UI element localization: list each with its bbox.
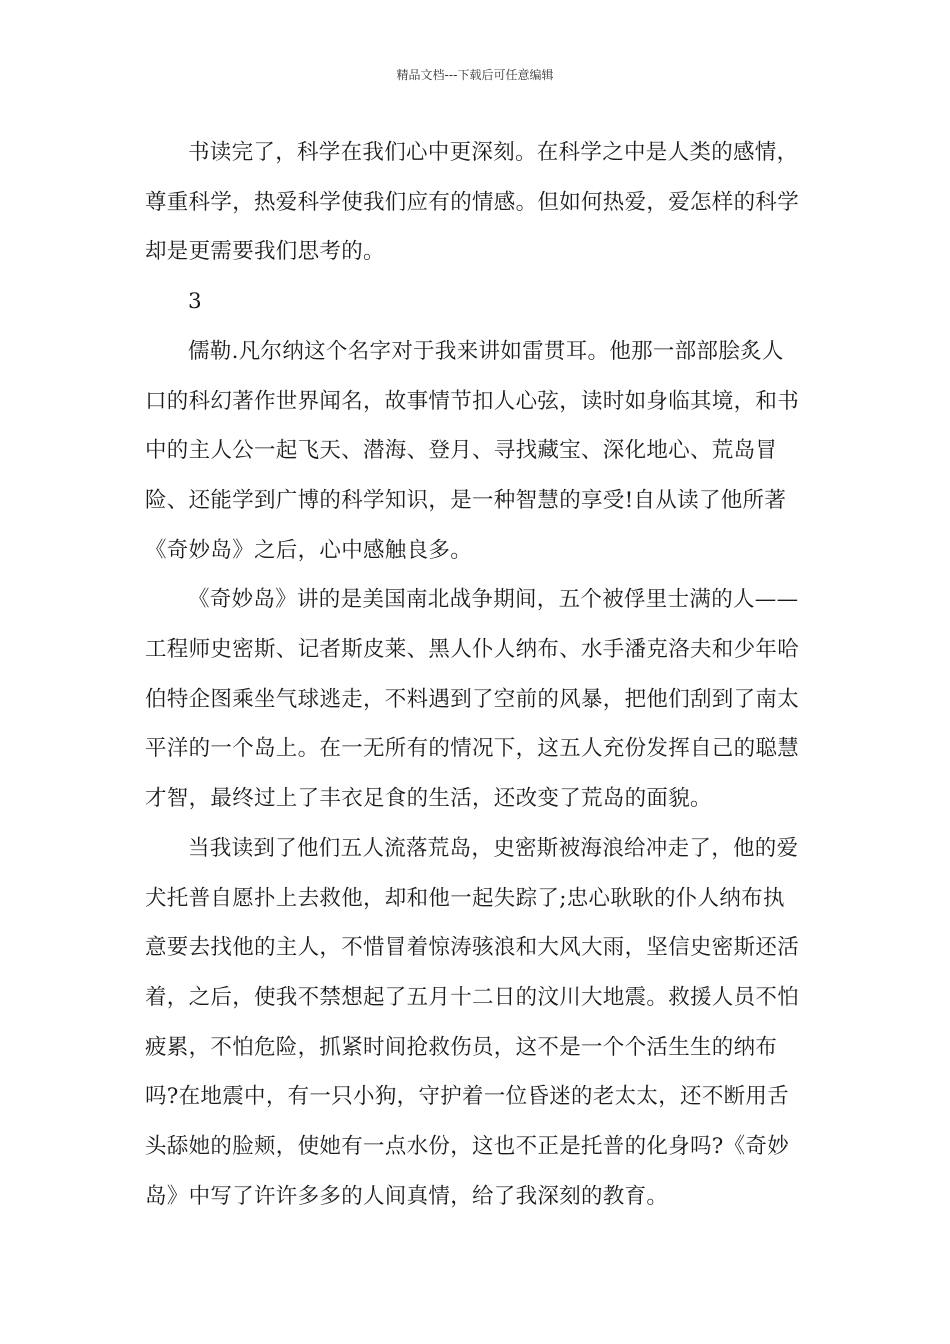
paragraph-3: 《奇妙岛》讲的是美国南北战争期间，五个被俘里士满的人——工程师史密斯、记者斯皮莱、黑人仆人纳布、水手潘克洛夫和少年哈伯特企图乘坐气球逃走，不料遇到了空前的风暴，把他们刮到了南太平洋的一个岛上。在一无所有的情况下，这五人充份发挥自己的聪慧才智，最终过上了丰衣足食的生活，还改变了荒岛的面貌。 <box>145 587 800 812</box>
document-body <box>145 128 805 1221</box>
paragraph-1: 书读完了，科学在我们心中更深刻。在科学之中是人类的感情，尊重科学，热爱科学使我们应有的情感。但如何热爱，爱怎样的科学却是更需要我们思考的。 <box>145 140 800 265</box>
paragraph-2: 儒勒.凡尔纳这个名字对于我来讲如雷贯耳。他那一部部脍炙人口的科幻著作世界闻名，故事情节扣人心弦，读时如身临其境，和书中的主人公一起飞天、潜海、登月、寻找藏宝、深化地心、荒岛冒险、还能学到广博的科学知识，是一种智慧的享受!自从读了他所著《奇妙岛》之后，心中感触良多。 <box>145 338 800 563</box>
section-number: 3 <box>188 289 202 315</box>
paragraph-4: 当我读到了他们五人流落荒岛，史密斯被海浪给冲走了，他的爱犬托普自愿扑上去救他，却和他一起失踪了;忠心耿耿的仆人纳布执意要去找他的主人，不惜冒着惊涛骇浪和大风大雨，坚信史密斯还活着，之后，使我不禁想起了五月十二日的汶川大地震。救援人员不怕疲累，不怕危险，抓紧时间抢救伤员，这不是一个个活生生的纳布吗?在地震中，有一只小狗，守护着一位昏迷的老太太，还不断用舌头舔她的脸颊，使她有一点水份，这也不正是托普的化身吗?《奇妙岛》中写了许许多多的人间真情，给了我深刻的教育。 <box>145 835 800 1209</box>
page-header: 精品文档---下载后可任意编辑 <box>396 68 554 82</box>
